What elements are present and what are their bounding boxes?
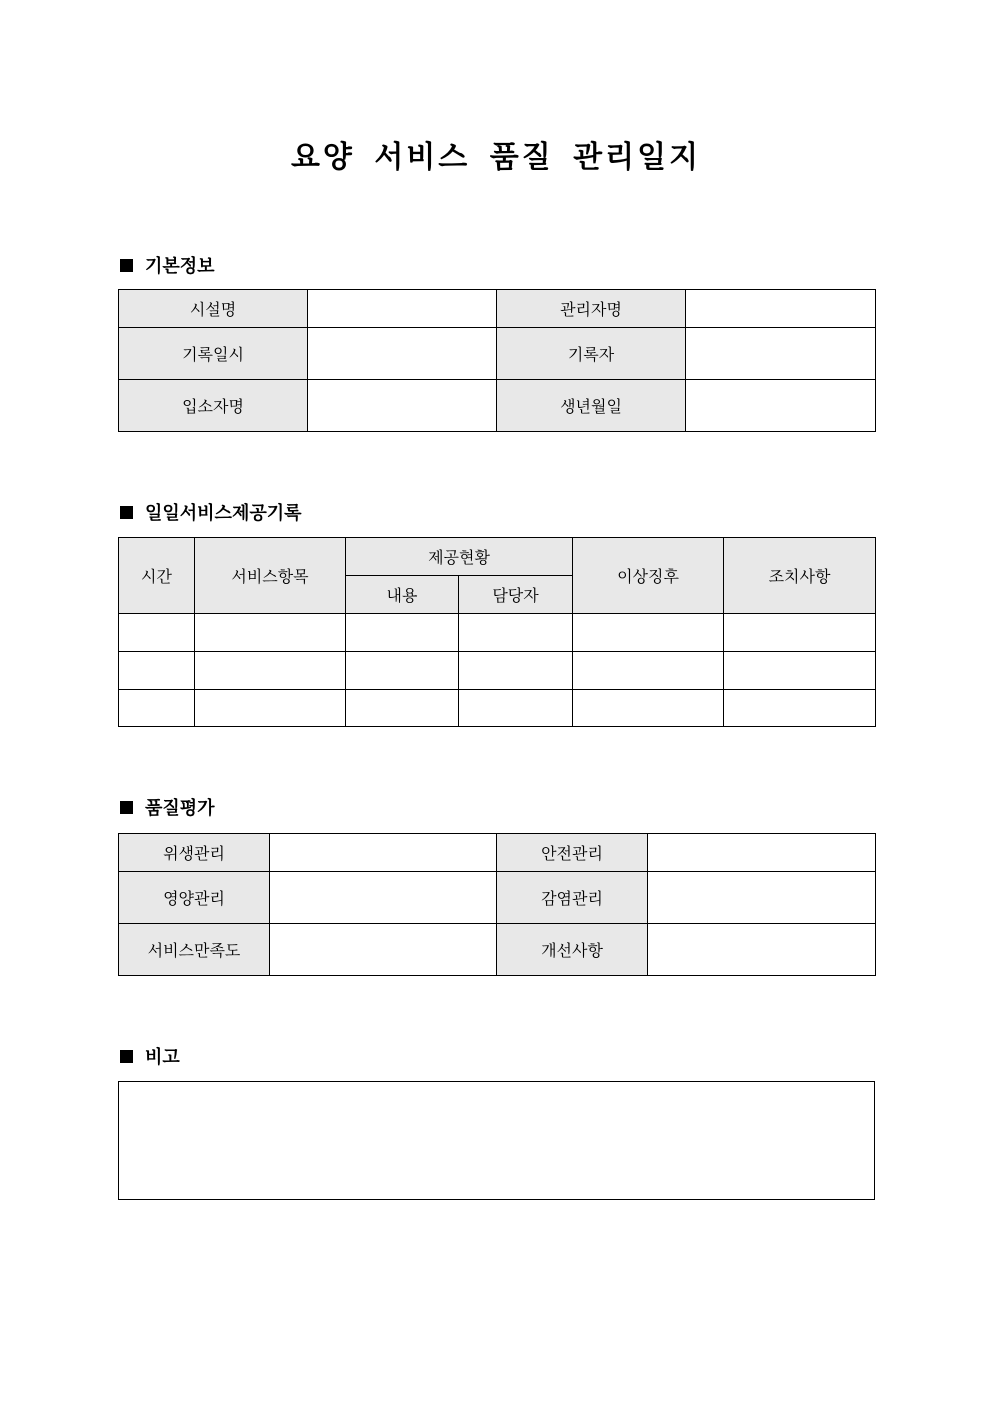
facility-name-field[interactable] (308, 290, 497, 328)
document-title: 요양 서비스 품질 관리일지 (290, 140, 702, 175)
person-in-charge-cell[interactable] (459, 690, 573, 727)
actions-taken-cell[interactable] (724, 690, 876, 727)
actions-taken-header: 조치사항 (724, 538, 876, 614)
table-row (119, 652, 876, 690)
improvements-field[interactable] (648, 924, 876, 976)
content-cell[interactable] (346, 690, 459, 727)
service-item-cell[interactable] (195, 614, 346, 652)
remarks-field[interactable] (118, 1081, 875, 1200)
provision-status-header: 제공현황 (346, 538, 573, 576)
time-cell[interactable] (119, 690, 195, 727)
recorder-field[interactable] (686, 328, 876, 380)
resident-name-label: 입소자명 (119, 380, 308, 432)
improvements-label: 개선사항 (497, 924, 648, 976)
section-heading-label: 일일서비스제공기록 (145, 503, 302, 524)
recorder-label: 기록자 (497, 328, 686, 380)
square-bullet-icon (120, 506, 133, 519)
square-bullet-icon (120, 1050, 133, 1063)
satisfaction-field[interactable] (270, 924, 497, 976)
table-row (119, 690, 876, 727)
section-heading-label: 기본정보 (145, 256, 215, 277)
section-heading-label: 비고 (145, 1047, 180, 1068)
content-cell[interactable] (346, 614, 459, 652)
manager-name-label: 관리자명 (497, 290, 686, 328)
abnormal-signs-header: 이상징후 (573, 538, 724, 614)
person-in-charge-cell[interactable] (459, 652, 573, 690)
table-row (119, 380, 876, 432)
section-heading-label: 품질평가 (145, 798, 215, 819)
infection-field[interactable] (648, 872, 876, 924)
section-heading-basic-info (120, 253, 215, 277)
infection-label: 감염관리 (497, 872, 648, 924)
table-header-row (119, 538, 876, 576)
time-header: 시간 (119, 538, 195, 614)
square-bullet-icon (120, 259, 133, 272)
time-cell[interactable] (119, 614, 195, 652)
person-in-charge-header: 담당자 (459, 576, 573, 614)
table-row (119, 290, 876, 328)
actions-taken-cell[interactable] (724, 652, 876, 690)
service-item-header: 서비스항목 (195, 538, 346, 614)
daily-service-table (118, 537, 876, 727)
table-row (119, 872, 876, 924)
content-cell[interactable] (346, 652, 459, 690)
hygiene-label: 위생관리 (119, 834, 270, 872)
section-heading-quality-eval (120, 795, 215, 819)
resident-name-field[interactable] (308, 380, 497, 432)
manager-name-field[interactable] (686, 290, 876, 328)
quality-eval-table (118, 833, 876, 976)
abnormal-signs-cell[interactable] (573, 652, 724, 690)
birth-date-label: 생년월일 (497, 380, 686, 432)
section-heading-remarks (120, 1044, 180, 1068)
record-datetime-label: 기록일시 (119, 328, 308, 380)
basic-info-table (118, 289, 876, 432)
service-item-cell[interactable] (195, 690, 346, 727)
table-row (119, 834, 876, 872)
birth-date-field[interactable] (686, 380, 876, 432)
table-row (119, 328, 876, 380)
time-cell[interactable] (119, 652, 195, 690)
record-datetime-field[interactable] (308, 328, 497, 380)
actions-taken-cell[interactable] (724, 614, 876, 652)
service-item-cell[interactable] (195, 652, 346, 690)
section-heading-daily-service (120, 500, 302, 524)
satisfaction-label: 서비스만족도 (119, 924, 270, 976)
abnormal-signs-cell[interactable] (573, 614, 724, 652)
content-header: 내용 (346, 576, 459, 614)
facility-name-label: 시설명 (119, 290, 308, 328)
safety-field[interactable] (648, 834, 876, 872)
table-row (119, 614, 876, 652)
safety-label: 안전관리 (497, 834, 648, 872)
square-bullet-icon (120, 801, 133, 814)
person-in-charge-cell[interactable] (459, 614, 573, 652)
hygiene-field[interactable] (270, 834, 497, 872)
table-row (119, 924, 876, 976)
nutrition-label: 영양관리 (119, 872, 270, 924)
nutrition-field[interactable] (270, 872, 497, 924)
abnormal-signs-cell[interactable] (573, 690, 724, 727)
